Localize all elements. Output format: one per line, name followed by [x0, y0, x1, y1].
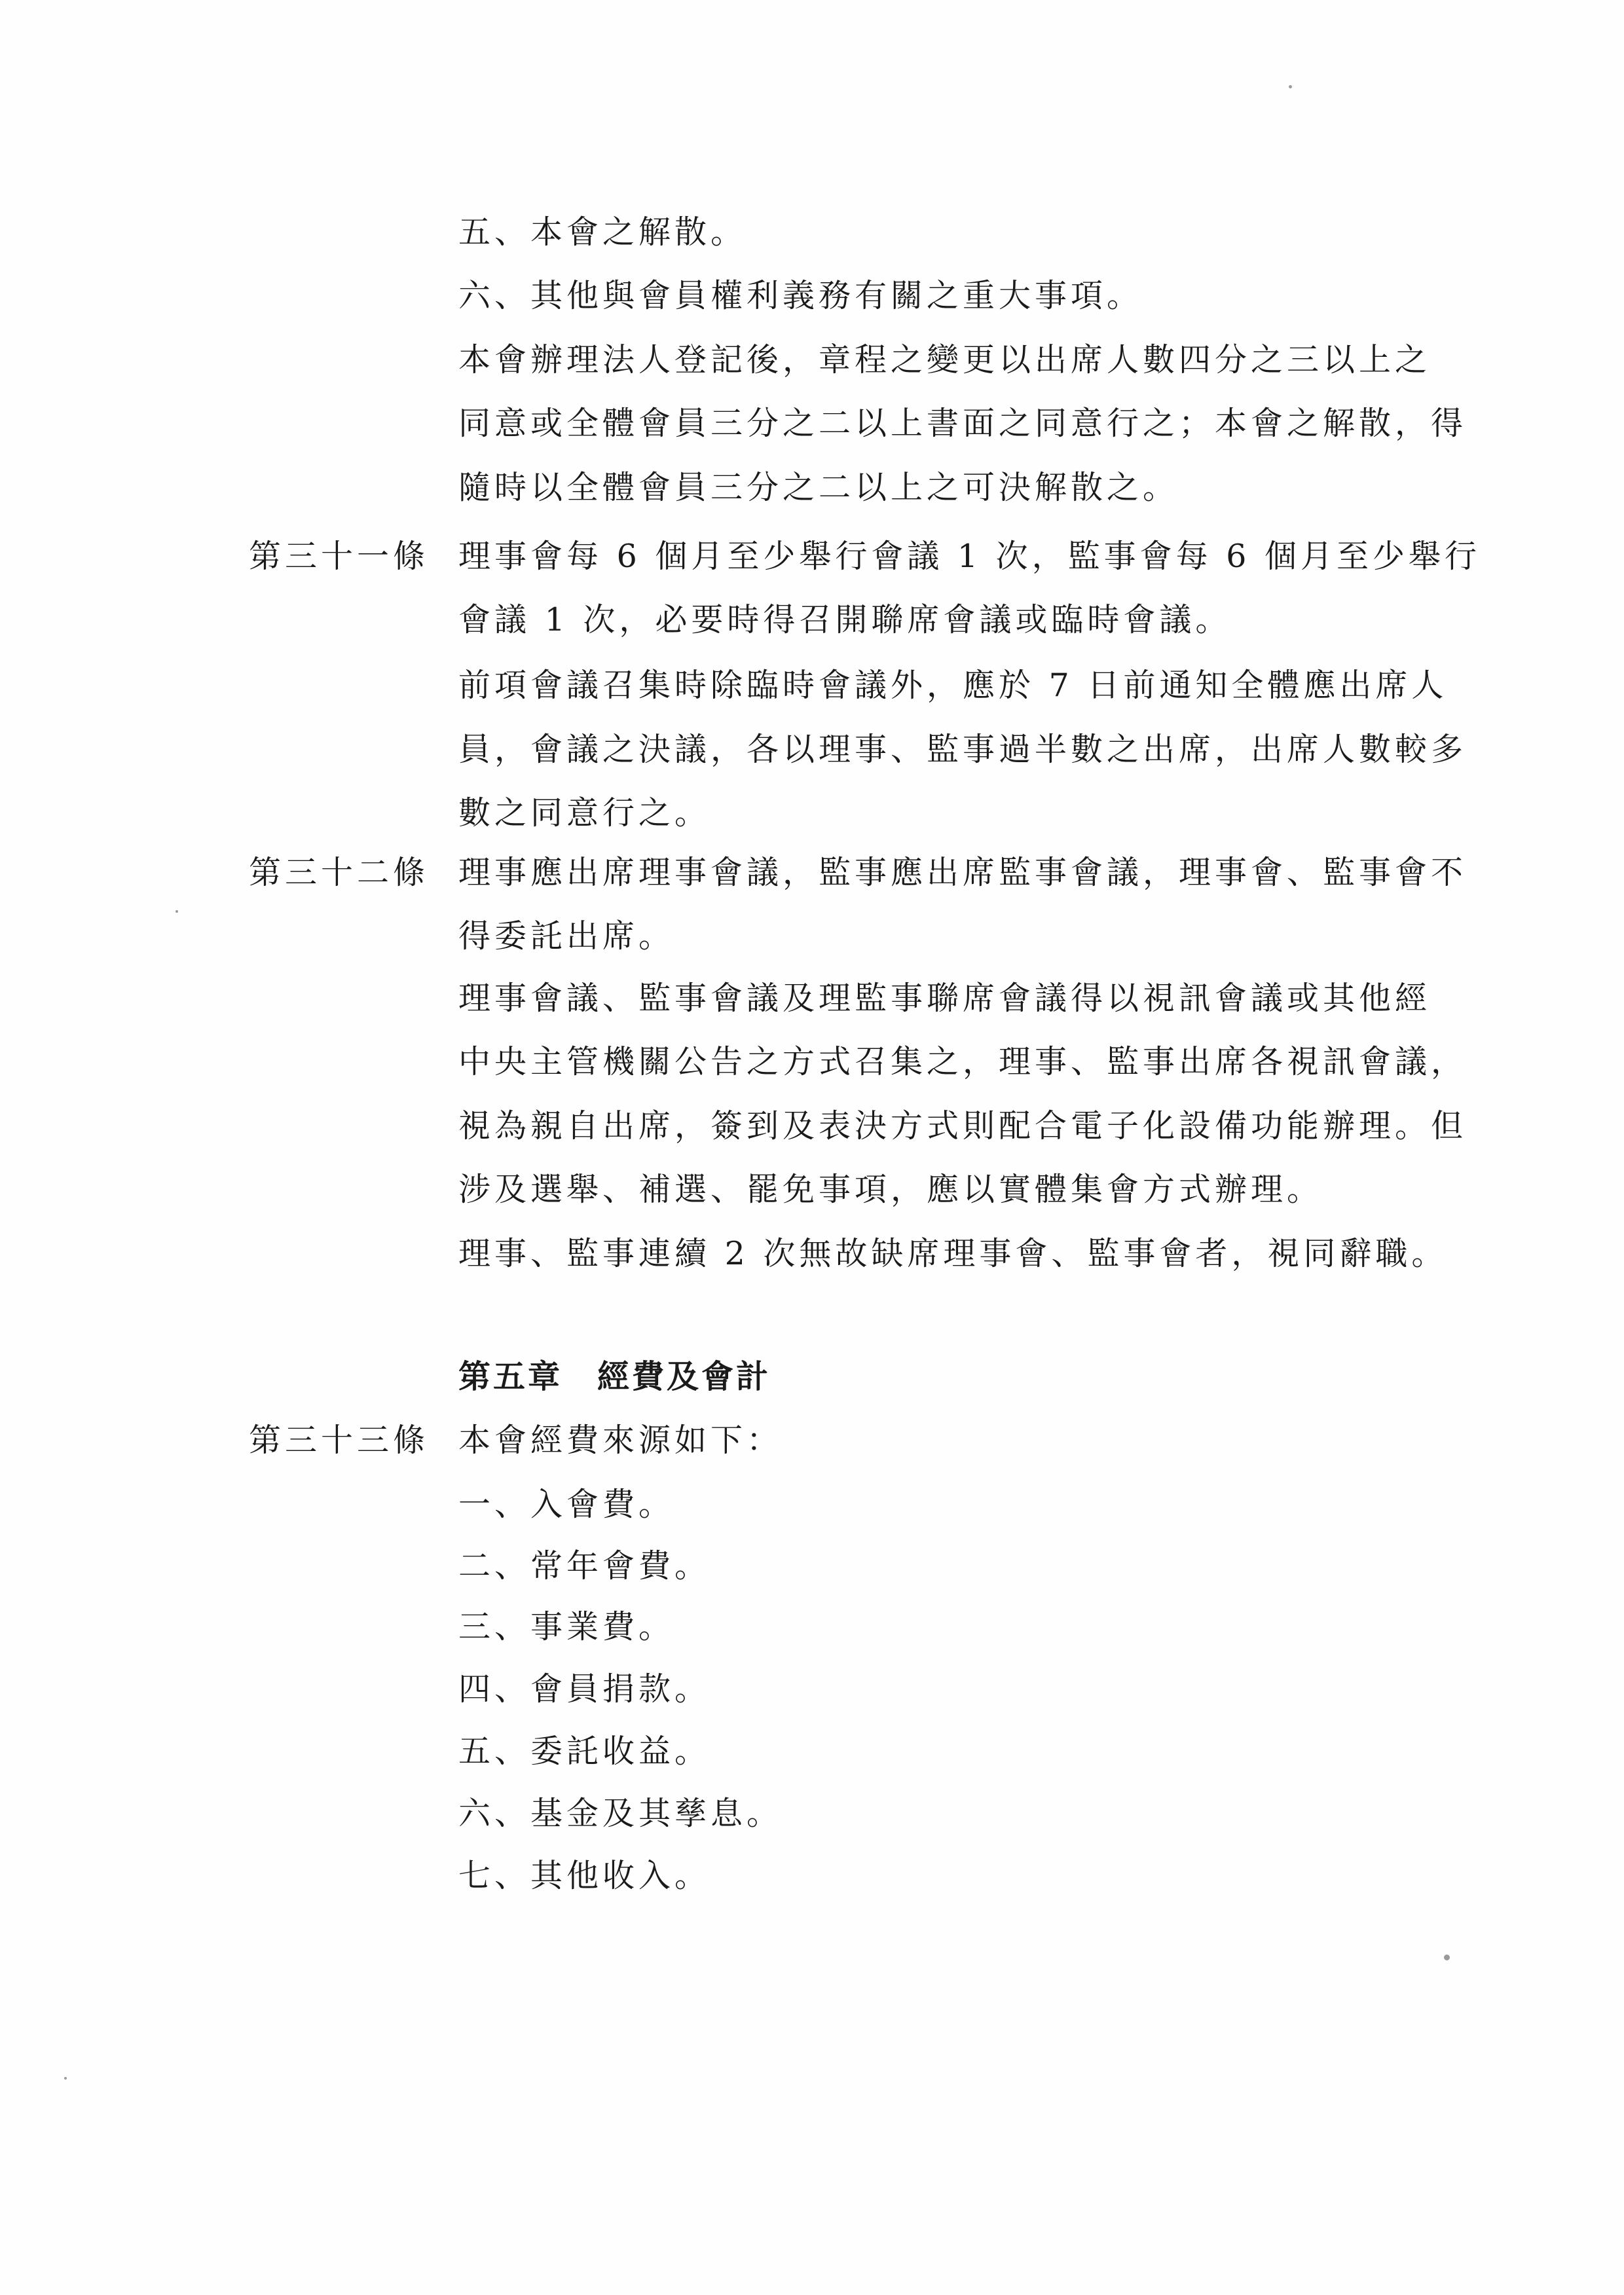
- paragraph-line: 數之同意行之。: [458, 794, 711, 832]
- paragraph-line: 理事會議、監事會議及理監事聯席會議得以視訊會議或其他經: [458, 980, 1431, 1017]
- list-item: 六、其他與會員權利義務有關之重大事項。: [458, 277, 1143, 314]
- paragraph-line: 理事、監事連續 2 次無故缺席理事會、監事會者，視同辭職。: [458, 1235, 1448, 1272]
- article-label: 第三十二條: [249, 854, 430, 891]
- chapter-heading: 第五章 經費及會計: [458, 1357, 771, 1395]
- list-item: 六、基金及其孳息。: [458, 1795, 783, 1832]
- paragraph-line: 涉及選舉、補選、罷免事項，應以實體集會方式辦理。: [458, 1171, 1323, 1208]
- article-text-line: 會議 1 次，必要時得召開聯席會議或臨時會議。: [458, 601, 1232, 638]
- list-item: 四、會員捐款。: [458, 1670, 711, 1708]
- scan-speck: [1289, 85, 1292, 88]
- paragraph-line: 同意或全體會員三分之二以上書面之同意行之；本會之解散，得: [458, 405, 1467, 442]
- paragraph-line: 員，會議之決議，各以理事、監事過半數之出席，出席人數較多: [458, 731, 1467, 768]
- article-label: 第三十一條: [249, 538, 430, 575]
- list-item: 五、本會之解散。: [458, 213, 747, 251]
- paragraph-line: 視為親自出席，簽到及表決方式則配合電子化設備功能辦理。但: [458, 1107, 1467, 1145]
- scan-speck: [64, 2077, 67, 2080]
- paragraph-line: 中央主管機關公告之方式召集之，理事、監事出席各視訊會議，: [458, 1043, 1467, 1080]
- article-text-line: 得委託出席。: [458, 917, 675, 955]
- article-text-line: 本會經費來源如下：: [458, 1422, 783, 1459]
- list-item: 五、委託收益。: [458, 1733, 711, 1770]
- article-label: 第三十三條: [249, 1422, 430, 1459]
- scan-speck: [175, 910, 178, 913]
- article-text-line: 理事會每 6 個月至少舉行會議 1 次，監事會每 6 個月至少舉行: [458, 538, 1481, 575]
- paragraph-line: 隨時以全體會員三分之二以上之可決解散之。: [458, 469, 1179, 506]
- scan-speck: [1444, 1955, 1450, 1960]
- list-item: 一、入會費。: [458, 1486, 675, 1523]
- list-item: 七、其他收入。: [458, 1857, 711, 1894]
- list-item: 二、常年會費。: [458, 1547, 711, 1585]
- paragraph-line: 前項會議召集時除臨時會議外，應於 7 日前通知全體應出席人: [458, 667, 1448, 704]
- paragraph-line: 本會辦理法人登記後，章程之變更以出席人數四分之三以上之: [458, 341, 1431, 378]
- article-text-line: 理事應出席理事會議，監事應出席監事會議，理事會、監事會不: [458, 854, 1467, 891]
- list-item: 三、事業費。: [458, 1608, 675, 1645]
